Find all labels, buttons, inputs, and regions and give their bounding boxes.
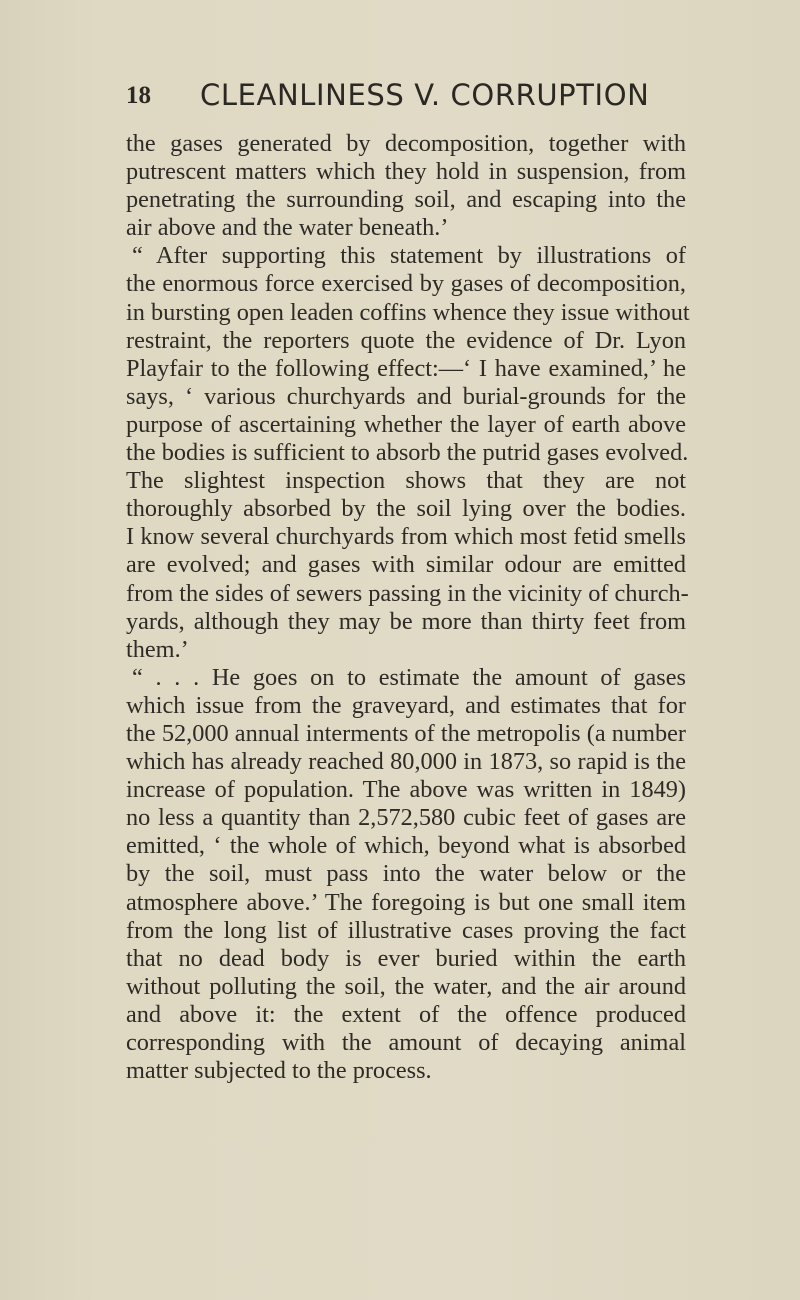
running-head xyxy=(126,78,686,118)
text-line: purpose of ascertaining whether the layer of earth above xyxy=(126,410,686,438)
text-line: from the sides of sewers passing in the vicinity of church- xyxy=(126,579,689,607)
text-line: corresponding with the amount of decaying animal xyxy=(126,1029,686,1056)
text-line: “ After supporting this statement by illustrations of xyxy=(132,242,686,270)
text-line: without polluting the soil, the water, and the air around xyxy=(126,972,686,1000)
text-line: in bursting open leaden coffins whence they issue without xyxy=(126,298,690,326)
text-line: “ . . . He goes on to estimate the amount of gases xyxy=(132,663,686,691)
text-line: the gases generated by decomposition, together with xyxy=(126,130,686,157)
text-line: the 52,000 annual interments of the metropolis (a number xyxy=(126,719,686,747)
text-line: yards, although they may be more than thirty feet from xyxy=(126,607,686,635)
text-line: Playfair to the following effect:—‘ I have examined,’ he xyxy=(126,354,686,382)
running-title: CLEANLINESS V. CORRUPTION xyxy=(200,78,650,112)
text-line: are evolved; and gases with similar odour are emitted xyxy=(126,551,686,579)
text-line: restraint, the reporters quote the evidence of Dr. Lyon xyxy=(126,326,686,354)
text-line: matter subjected to the process. xyxy=(126,1057,432,1085)
text-line: no less a quantity than 2,572,580 cubic feet of gases are xyxy=(126,804,686,832)
text-line: that no dead body is ever buried within the earth xyxy=(126,944,686,972)
page-number: 18 xyxy=(126,82,151,109)
text-line: the bodies is sufficient to absorb the putrid gases evolved. xyxy=(126,439,689,467)
text-line: says, ‘ various churchyards and burial-grounds for the xyxy=(126,382,686,410)
text-line: and above it: the extent of the offence produced xyxy=(126,1000,686,1028)
text-line: thoroughly absorbed by the soil lying over the bodies. xyxy=(126,495,686,523)
text-line: the enormous force exercised by gases of decomposition, xyxy=(126,270,686,298)
text-line: air above and the water beneath.’ xyxy=(126,214,449,242)
text-line: increase of population. The above was written in 1849) xyxy=(126,776,686,804)
text-line: which has already reached 80,000 in 1873, so rapid is the xyxy=(126,748,686,776)
text-line: atmosphere above.’ The foregoing is but one small item xyxy=(126,888,686,916)
text-line: them.’ xyxy=(126,635,189,663)
text-line: penetrating the surrounding soil, and escaping into the xyxy=(126,186,686,214)
body-text xyxy=(126,130,690,1085)
text-line: I know several churchyards from which most fetid smells xyxy=(126,523,686,551)
text-line: putrescent matters which they hold in suspension, from xyxy=(126,158,686,186)
text-line: The slightest inspection shows that they are not xyxy=(126,467,686,495)
text-line: from the long list of illustrative cases proving the fact xyxy=(126,916,686,944)
text-line: by the soil, must pass into the water below or the xyxy=(126,860,686,888)
text-line: emitted, ‘ the whole of which, beyond what is absorbed xyxy=(126,832,686,860)
text-line: which issue from the graveyard, and estimates that for xyxy=(126,691,686,719)
